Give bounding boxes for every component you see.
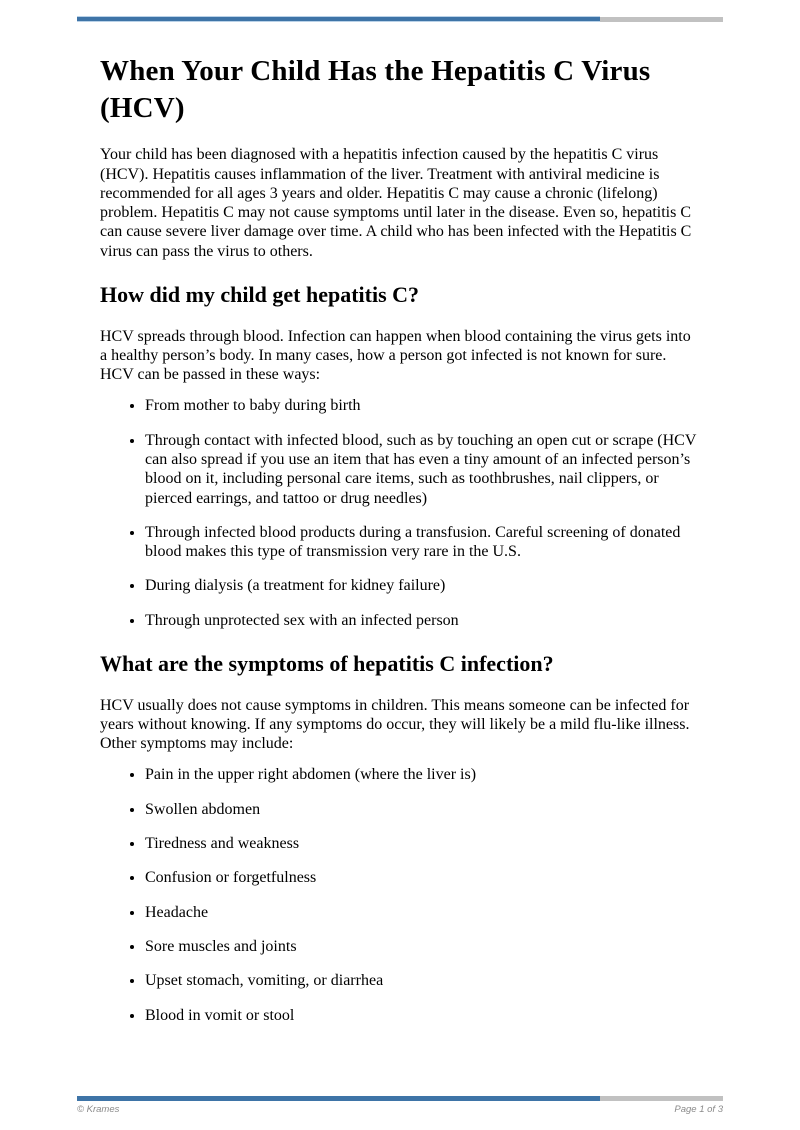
symptoms-paragraph: HCV usually does not cause symptoms in children. This means someone can be infected for years without knowing. If any symptoms do occur, they will likely be a mild flu-like illness. Other symptoms may include: <box>100 696 690 753</box>
footer-divider <box>77 1096 723 1101</box>
page-footer <box>77 1096 723 1115</box>
header-divider-blue-segment <box>77 16 600 22</box>
footer-copyright: © Krames <box>77 1104 120 1115</box>
list-item: • From mother to baby during birth <box>145 396 700 415</box>
list-item: • Headache <box>145 903 700 922</box>
header-divider-gray-segment <box>600 17 723 22</box>
transmission-list <box>100 396 700 630</box>
list-item: • Swollen abdomen <box>145 800 700 819</box>
transmission-paragraph: HCV spreads through blood. Infection can happen when blood containing the virus gets into a healthy person’s body. In many cases, how a person got infected is not known for sure. HCV can be passed in these ways: <box>100 327 691 384</box>
document-title: When Your Child Has the Hepatitis C Virus (HCV) <box>100 55 651 125</box>
footer-divider-gray-segment <box>600 1096 723 1101</box>
list-item: • Blood in vomit or stool <box>145 1006 700 1025</box>
footer-page-indicator: Page 1 of 3 <box>674 1104 723 1115</box>
list-item: • Sore muscles and joints <box>145 937 700 956</box>
list-item: • During dialysis (a treatment for kidney failure) <box>145 576 700 595</box>
list-item: • Tiredness and weakness <box>145 834 700 853</box>
document-content <box>100 53 700 1025</box>
symptoms-list <box>100 765 700 1024</box>
list-item: • Upset stomach, vomiting, or diarrhea <box>145 971 700 990</box>
footer-divider-blue-segment <box>77 1096 600 1101</box>
section-heading-transmission: How did my child get hepatitis C? <box>100 282 420 307</box>
list-item: • Confusion or forgetfulness <box>145 868 700 887</box>
list-item: • Pain in the upper right abdomen (where the liver is) <box>145 765 700 784</box>
list-item: • Through infected blood products during a transfusion. Careful screening of donated blood makes this type of transmission very rare in the U.S. <box>145 523 700 562</box>
intro-paragraph: Your child has been diagnosed with a hepatitis infection caused by the hepatitis C virus (HCV). Hepatitis causes inflammation of the liver. Treatment with antiviral medicine is recommended for all ages 3 years and older. Hepatitis C may cause a chronic (lifelong) problem. Hepatitis C may not cause symptoms until later in the disease. Even so, hepatitis C can cause severe liver damage over time. A child who has been infected with the Hepatitis C virus can pass the virus to others. <box>100 146 692 260</box>
footer-text-row <box>77 1104 723 1115</box>
section-heading-symptoms: What are the symptoms of hepatitis C infection? <box>100 651 554 677</box>
list-item: • Through contact with infected blood, such as by touching an open cut or scrape (HCV can also spread if you use an item that has even a tiny amount of an infected person’s blood on it, including personal care items, such as toothbrushes, nail clippers, or pierced earrings, and tattoo or drug needles) <box>145 431 700 508</box>
header-divider <box>77 16 723 22</box>
list-item: • Through unprotected sex with an infected person <box>145 611 700 630</box>
